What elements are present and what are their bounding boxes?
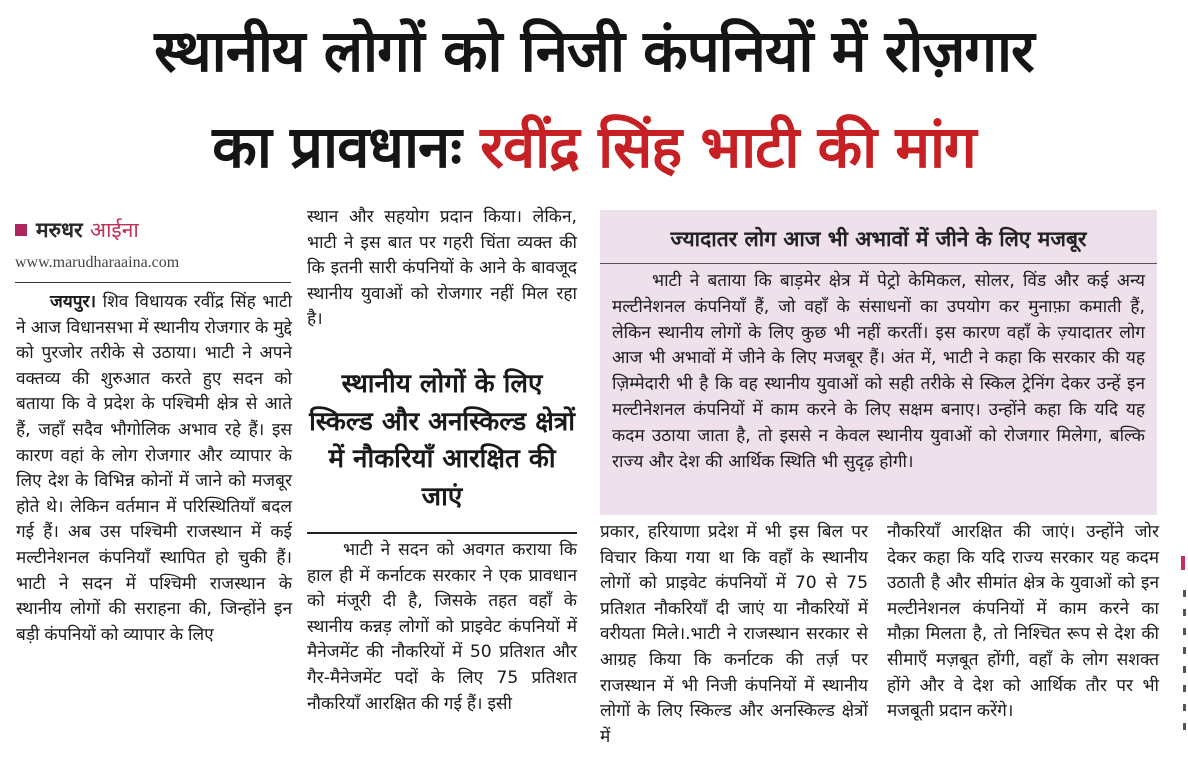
article-column-2-bottom [307, 538, 577, 717]
masthead-name-part2: आईना [89, 218, 139, 242]
masthead-name [36, 216, 139, 244]
article-column-3 [600, 520, 868, 750]
article-column-1 [16, 290, 292, 648]
masthead-url[interactable]: www.marudharaaina.com [15, 254, 180, 271]
article-column-4 [887, 520, 1159, 725]
masthead [15, 216, 290, 272]
headline-line-1: स्थानीय लोगों को निजी कंपनियों में रोज़गार [154, 17, 1034, 85]
headline-highlight: रवींद्र सिंह भाटी की मांग [480, 113, 976, 181]
masthead-name-part1: मरुधर [36, 218, 83, 242]
square-bullet-icon [15, 224, 27, 236]
dateline: जयपुर। [50, 292, 97, 312]
highlight-box-heading: ज्यादातर लोग आज भी अभावों में जीने के लिए मजबूर [670, 227, 1087, 251]
highlight-box [600, 210, 1157, 515]
edge-crop-mark [1181, 556, 1185, 570]
headline-line-2 [0, 113, 1188, 181]
subheading: स्थानीय लोगों के लिए स्किल्ड और अनस्किल्ड क्षेत्रों में नौकरियाँ आरक्षित की जाएं [309, 369, 575, 512]
edge-text-fragments [1183, 590, 1186, 740]
masthead-divider [15, 282, 291, 283]
column-2-top-text: स्थान और सहयोग प्रदान किया। लेकिन, भाटी ने इस बात पर गहरी चिंता व्यक्त की कि इतनी सारी कंपनियों के आने के बावजूद स्थानीय युवाओं को रोजगार नहीं मिल रहा है। [307, 207, 577, 330]
column-3-text: प्रकार, हरियाणा प्रदेश में भी इस बिल पर विचार किया गया था कि वहाँ के स्थानीय लोगों को प्राइवेट कंपनियों में 70 से 75 प्रतिशत नौकरियाँ दी जाएं या नौकरियों में वरीयता मिले।.भाटी ने राजस्थान सरकार से आग्रह किया कि कर्नाटक की तर्ज़ पर राजस्थान में भी निजी कंपनियों में स्थानीय लोगों के लिए स्किल्ड और अनस्किल्ड क्षेत्रों में [600, 522, 868, 747]
column-2-bottom-text: भाटी ने सदन को अवगत कराया कि हाल ही में कर्नाटक सरकार ने एक प्रावधान को मंजूरी दी है, जिसके तहत वहाँ के स्थानीय कन्नड़ लोगों को प्राइवेट कंपनियों में मैनेजमेंट की नौकरियों में 50 प्रतिशत और गैर-मैनेजमेंट पदों के लिए 75 प्रतिशत नौकरियाँ आरक्षित की गई हैं। इसी [307, 540, 577, 714]
highlight-box-text: भाटी ने बताया कि बाड़मेर क्षेत्र में पेट्रो केमिकल, सोलर, विंड और कई अन्य मल्टीनेशनल कंपनियाँ हैं, जो वहाँ के संसाधनों का उपयोग कर मुनाफ़ा कमाती हैं, लेकिन स्थानीय लोगों के लिए कुछ भी नहीं करतीं। इस कारण वहाँ के ज़्यादातर लोग आज भी अभावों में जीने के लिए मजबूर हैं। अंत में, भाटी ने कहा कि सरकार की यह ज़िम्मेदारी भी है कि वह स्थानीय युवाओं को सही तरीके से स्किल ट्रेनिंग देकर उन्हें इन मल्टीनेशनल कंपनियों में काम करने के लिए सक्षम बनाए। उन्होंने कहा कि यदि यह कदम उठाया जाता है, तो इससे न केवल स्थानीय युवाओं को रोजगार मिलेगा, बल्कि राज्य और देश की आर्थिक स्थिति भी सुदृढ़ होगी। [612, 271, 1145, 472]
headline-prefix: का प्रावधानः [212, 113, 461, 181]
column-4-text: नौकरियाँ आरक्षित की जाएं। उन्होंने जोर देकर कहा कि यदि राज्य सरकार यह कदम उठाती है और सीमांत क्षेत्र के युवाओं को इन मल्टीनेशनल कंपनियों में काम करने का मौक़ा मिलता है, तो निश्चित रूप से देश की सीमाएँ मज़बूत होंगी, वहाँ के लोग सशक्त होंगे और वे देश को आर्थिक तौर पर भी मजबूती प्रदान करेंगे। [887, 522, 1159, 722]
article-column-2-top [307, 205, 577, 333]
column-1-text: शिव विधायक रवींद्र सिंह भाटी ने आज विधानसभा में स्थानीय रोजगार के मुद्दे को पुरजोर तरीके से उठाया। भाटी ने अपने वक्तव्य की शुरुआत करते हुए सदन को बताया कि वे प्रदेश के पश्चिमी क्षेत्र से आते हैं, जहाँ सदैव भौगोलिक अभाव रहे हैं। इस कारण वहां के लोग रोजगार और व्यापार के लिए देश के विभिन्न कोनों में जाने को मजबूर होते थे। लेकिन वर्तमान में परिस्थितियाँ बदल गई हैं। अब उस पश्चिमी राजस्थान में कई मल्टीनेशनल कंपनियाँ स्थापित हो चुकी हैं। भाटी ने सदन में पश्चिमी राजस्थान के स्थानीय लोगों की सराहना की, जिन्होंने इन बड़ी कंपनियों को व्यापार के लिए [16, 292, 293, 645]
subheading-divider [307, 532, 577, 534]
highlight-box-divider [600, 263, 1157, 264]
